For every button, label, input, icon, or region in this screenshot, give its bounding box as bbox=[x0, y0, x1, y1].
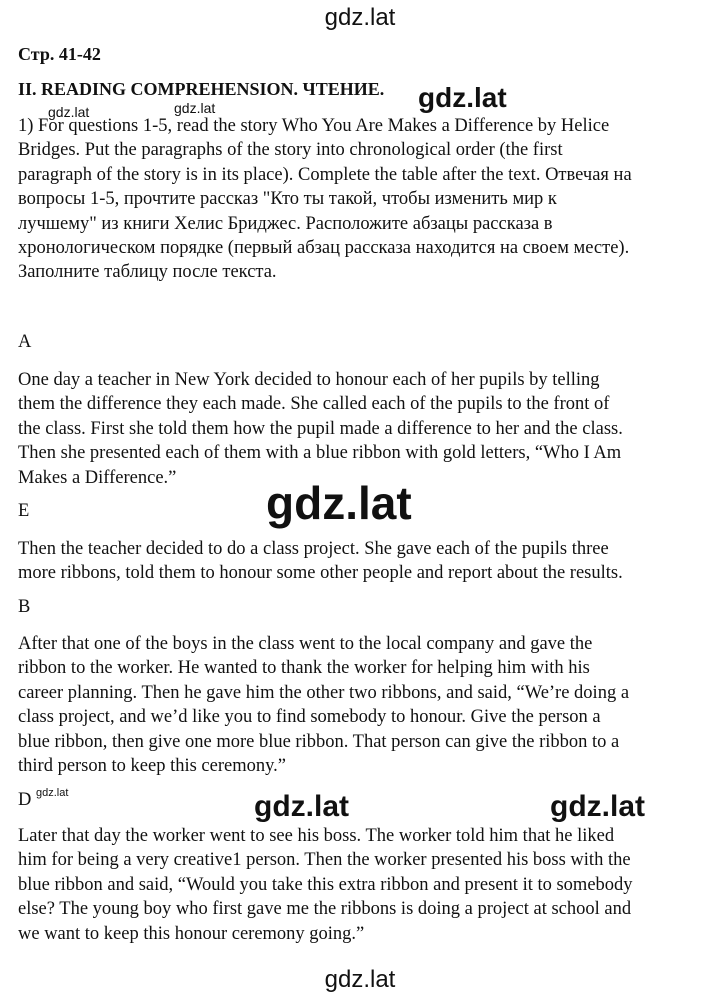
watermark-top: gdz.lat bbox=[324, 4, 396, 31]
paragraph-line: them the difference they each made. She called each of the pupils to the front of bbox=[18, 394, 610, 415]
paragraph-e bbox=[18, 537, 708, 586]
paragraph-line: class project, and we’d like you to find somebody to honour. Give the person a bbox=[18, 707, 601, 728]
paragraph-line: Makes a Difference.” bbox=[18, 467, 177, 488]
instruction-line: 1) For questions 1-5, read the story Who You Are Makes a Difference by Helice bbox=[18, 116, 610, 136]
paragraph-line: ribbon to the worker. He wanted to thank the worker for helping him with his bbox=[18, 658, 590, 679]
paragraph-line: Then the teacher decided to do a class project. She gave each of the pupils three bbox=[18, 539, 609, 559]
paragraph-line: third person to keep this ceremony.” bbox=[18, 756, 286, 777]
instruction-line: хронологическом порядке (первый абзац рассказа находится на своем месте). bbox=[18, 238, 630, 259]
instruction-line: Заполните таблицу после текста. bbox=[18, 262, 277, 283]
paragraph-line: the class. First she told them how the pupil made a difference to her and the class. bbox=[18, 418, 623, 439]
instructions bbox=[18, 114, 708, 285]
paragraph-line: career planning. Then he gave him the other two ribbons, and said, “We’re doing a bbox=[18, 682, 630, 703]
watermark-small: gdz.lat bbox=[48, 104, 90, 120]
paragraph-line: Later that day the worker went to see his boss. The worker told him that he liked bbox=[18, 826, 615, 846]
paragraph-letter: E bbox=[18, 501, 30, 521]
paragraph-line: blue ribbon, then give one more blue ribbon. That person can give the ribbon to a bbox=[18, 731, 620, 752]
paragraph-d bbox=[18, 824, 708, 946]
paragraph-line: One day a teacher in New York decided to honour each of her pupils by telling bbox=[18, 370, 600, 390]
instruction-line: Bridges. Put the paragraphs of the story into chronological order (the first bbox=[18, 140, 563, 161]
paragraph-line: we want to keep this honour ceremony going.” bbox=[18, 923, 365, 944]
watermark-mid: gdz.lat bbox=[254, 790, 349, 823]
paragraph-letter: A bbox=[18, 332, 32, 352]
paragraph-line: more ribbons, told them to honour some other people and report about the results. bbox=[18, 563, 623, 584]
section-title: II. READING COMPREHENSION. ЧТЕНИЕ. bbox=[18, 79, 385, 99]
paragraph-line: blue ribbon and said, “Would you take this extra ribbon and present it to somebody bbox=[18, 874, 633, 895]
paragraph-line: After that one of the boys in the class went to the local company and gave the bbox=[18, 634, 593, 654]
watermark-center: gdz.lat bbox=[266, 477, 412, 529]
paragraph-a bbox=[18, 368, 708, 490]
watermark-right: gdz.lat bbox=[550, 790, 645, 823]
page-reference: Стр. 41-42 bbox=[18, 44, 101, 64]
watermark-bottom: gdz.lat bbox=[324, 966, 396, 993]
paragraph-line: Then she presented each of them with a blue ribbon with gold letters, “Who I Am bbox=[18, 443, 622, 464]
instruction-line: paragraph of the story is in its place). Complete the table after the text. Отвечая на bbox=[18, 164, 632, 185]
paragraph-b bbox=[18, 632, 708, 778]
paragraph-line: else? The young boy who first gave me the ribbons is doing a project at school and bbox=[18, 899, 632, 920]
paragraph-letter: B bbox=[18, 597, 31, 617]
paragraph-letter: D bbox=[18, 790, 32, 810]
watermark-small: gdz.lat bbox=[174, 100, 216, 116]
watermark-small: gdz.lat bbox=[36, 787, 69, 799]
paragraph-line: him for being a very creative1 person. Then the worker presented his boss with the bbox=[18, 850, 631, 871]
instruction-line: вопросы 1-5, прочтите рассказ "Кто ты такой, чтобы изменить мир к bbox=[18, 189, 557, 210]
instruction-line: лучшему" из книги Хелис Бриджес. Расположите абзацы рассказа в bbox=[18, 213, 553, 234]
watermark-heading: gdz.lat bbox=[418, 82, 507, 113]
